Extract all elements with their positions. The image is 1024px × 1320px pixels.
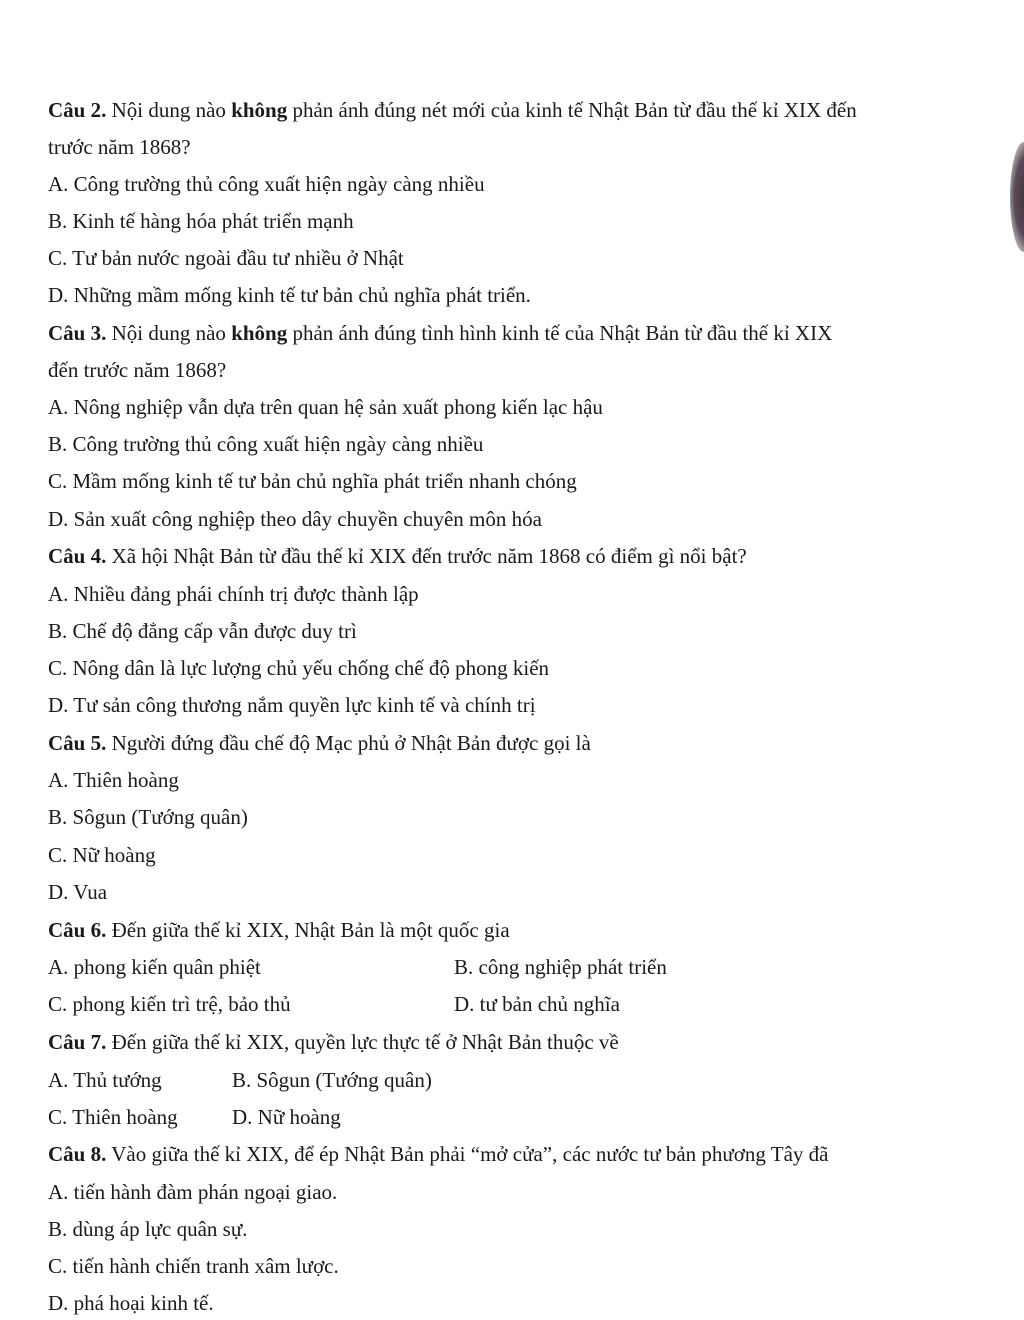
question-text: Vào giữa thế kỉ XIX, để ép Nhật Bản phải “mở cửa”, các nước tư bản phương Tây đã <box>106 1142 829 1166</box>
emphasis-word: không <box>231 98 288 122</box>
question-5-stem <box>48 730 591 756</box>
question-6-stem <box>48 917 510 943</box>
q2-option-c: C. Tư bản nước ngoài đầu tư nhiều ở Nhật <box>48 246 404 270</box>
question-text: Đến giữa thế kỉ XIX, quyền lực thực tế ở Nhật Bản thuộc về <box>106 1030 619 1054</box>
question-3-stem-cont: đến trước năm 1868? <box>48 358 227 382</box>
q7-option-c: C. Thiên hoàng <box>48 1105 178 1129</box>
q2-option-b: B. Kinh tế hàng hóa phát triển mạnh <box>48 209 354 233</box>
question-text: Nội dung nào <box>106 321 232 345</box>
question-4-stem <box>48 543 747 569</box>
q3-option-a: A. Nông nghiệp vẫn dựa trên quan hệ sản xuất phong kiến lạc hậu <box>48 395 603 419</box>
q8-option-b: B. dùng áp lực quân sự. <box>48 1217 248 1241</box>
question-label: Câu 8. <box>48 1142 107 1166</box>
question-text: phản ánh đúng nét mới của kinh tế Nhật Bản từ đầu thế kỉ XIX đến <box>287 98 857 122</box>
q3-option-c: C. Mầm mống kinh tế tư bản chủ nghĩa phát triển nhanh chóng <box>48 469 577 493</box>
question-text: Nội dung nào <box>106 98 232 122</box>
question-2-stem <box>48 97 857 123</box>
q2-option-a: A. Công trường thủ công xuất hiện ngày càng nhiều <box>48 172 485 196</box>
question-label: Câu 5. <box>48 731 107 755</box>
q6-option-a: A. phong kiến quân phiệt <box>48 955 261 979</box>
photo-edge-shadow <box>1010 142 1024 252</box>
question-8-stem <box>48 1141 829 1167</box>
q6-option-c: C. phong kiến trì trệ, bảo thủ <box>48 992 291 1016</box>
emphasis-word: không <box>231 321 288 345</box>
question-text: Người đứng đầu chế độ Mạc phủ ở Nhật Bản được gọi là <box>106 731 591 755</box>
q2-option-d: D. Những mầm mống kinh tế tư bản chủ nghĩa phát triển. <box>48 283 531 307</box>
question-label: Câu 4. <box>48 544 107 568</box>
question-label: Câu 6. <box>48 918 107 942</box>
q3-option-d: D. Sản xuất công nghiệp theo dây chuyền chuyên môn hóa <box>48 507 542 531</box>
q7-option-a: A. Thủ tướng <box>48 1068 162 1092</box>
question-label: Câu 7. <box>48 1030 107 1054</box>
q5-option-d: D. Vua <box>48 880 108 904</box>
q7-option-d: D. Nữ hoàng <box>232 1105 341 1129</box>
question-label: Câu 2. <box>48 98 107 122</box>
question-text: phản ánh đúng tình hình kinh tế của Nhật Bản từ đầu thế kỉ XIX <box>287 321 833 345</box>
q8-option-a: A. tiến hành đàm phán ngoại giao. <box>48 1180 338 1204</box>
q4-option-c: C. Nông dân là lực lượng chủ yếu chống chế độ phong kiến <box>48 656 550 680</box>
q3-option-b: B. Công trường thủ công xuất hiện ngày càng nhiều <box>48 432 484 456</box>
question-2-stem-cont: trước năm 1868? <box>48 135 191 159</box>
q5-option-a: A. Thiên hoàng <box>48 768 179 792</box>
q4-option-b: B. Chế độ đẳng cấp vẫn được duy trì <box>48 619 357 643</box>
q7-option-b: B. Sôgun (Tướng quân) <box>232 1068 432 1092</box>
q6-option-b: B. công nghiệp phát triển <box>454 955 667 979</box>
question-label: Câu 3. <box>48 321 107 345</box>
q6-option-d: D. tư bản chủ nghĩa <box>454 992 620 1016</box>
question-3-stem <box>48 320 832 346</box>
q5-option-b: B. Sôgun (Tướng quân) <box>48 805 248 829</box>
q8-option-c: C. tiến hành chiến tranh xâm lược. <box>48 1254 339 1278</box>
question-text: Xã hội Nhật Bản từ đầu thế kỉ XIX đến trước năm 1868 có điểm gì nổi bật? <box>106 544 747 568</box>
q5-option-c: C. Nữ hoàng <box>48 843 156 867</box>
q4-option-a: A. Nhiều đảng phái chính trị được thành lập <box>48 582 419 606</box>
question-text: Đến giữa thế kỉ XIX, Nhật Bản là một quốc gia <box>106 918 510 942</box>
q8-option-d: D. phá hoại kinh tế. <box>48 1291 214 1315</box>
question-7-stem <box>48 1029 619 1055</box>
q4-option-d: D. Tư sản công thương nắm quyền lực kinh tế và chính trị <box>48 693 536 717</box>
